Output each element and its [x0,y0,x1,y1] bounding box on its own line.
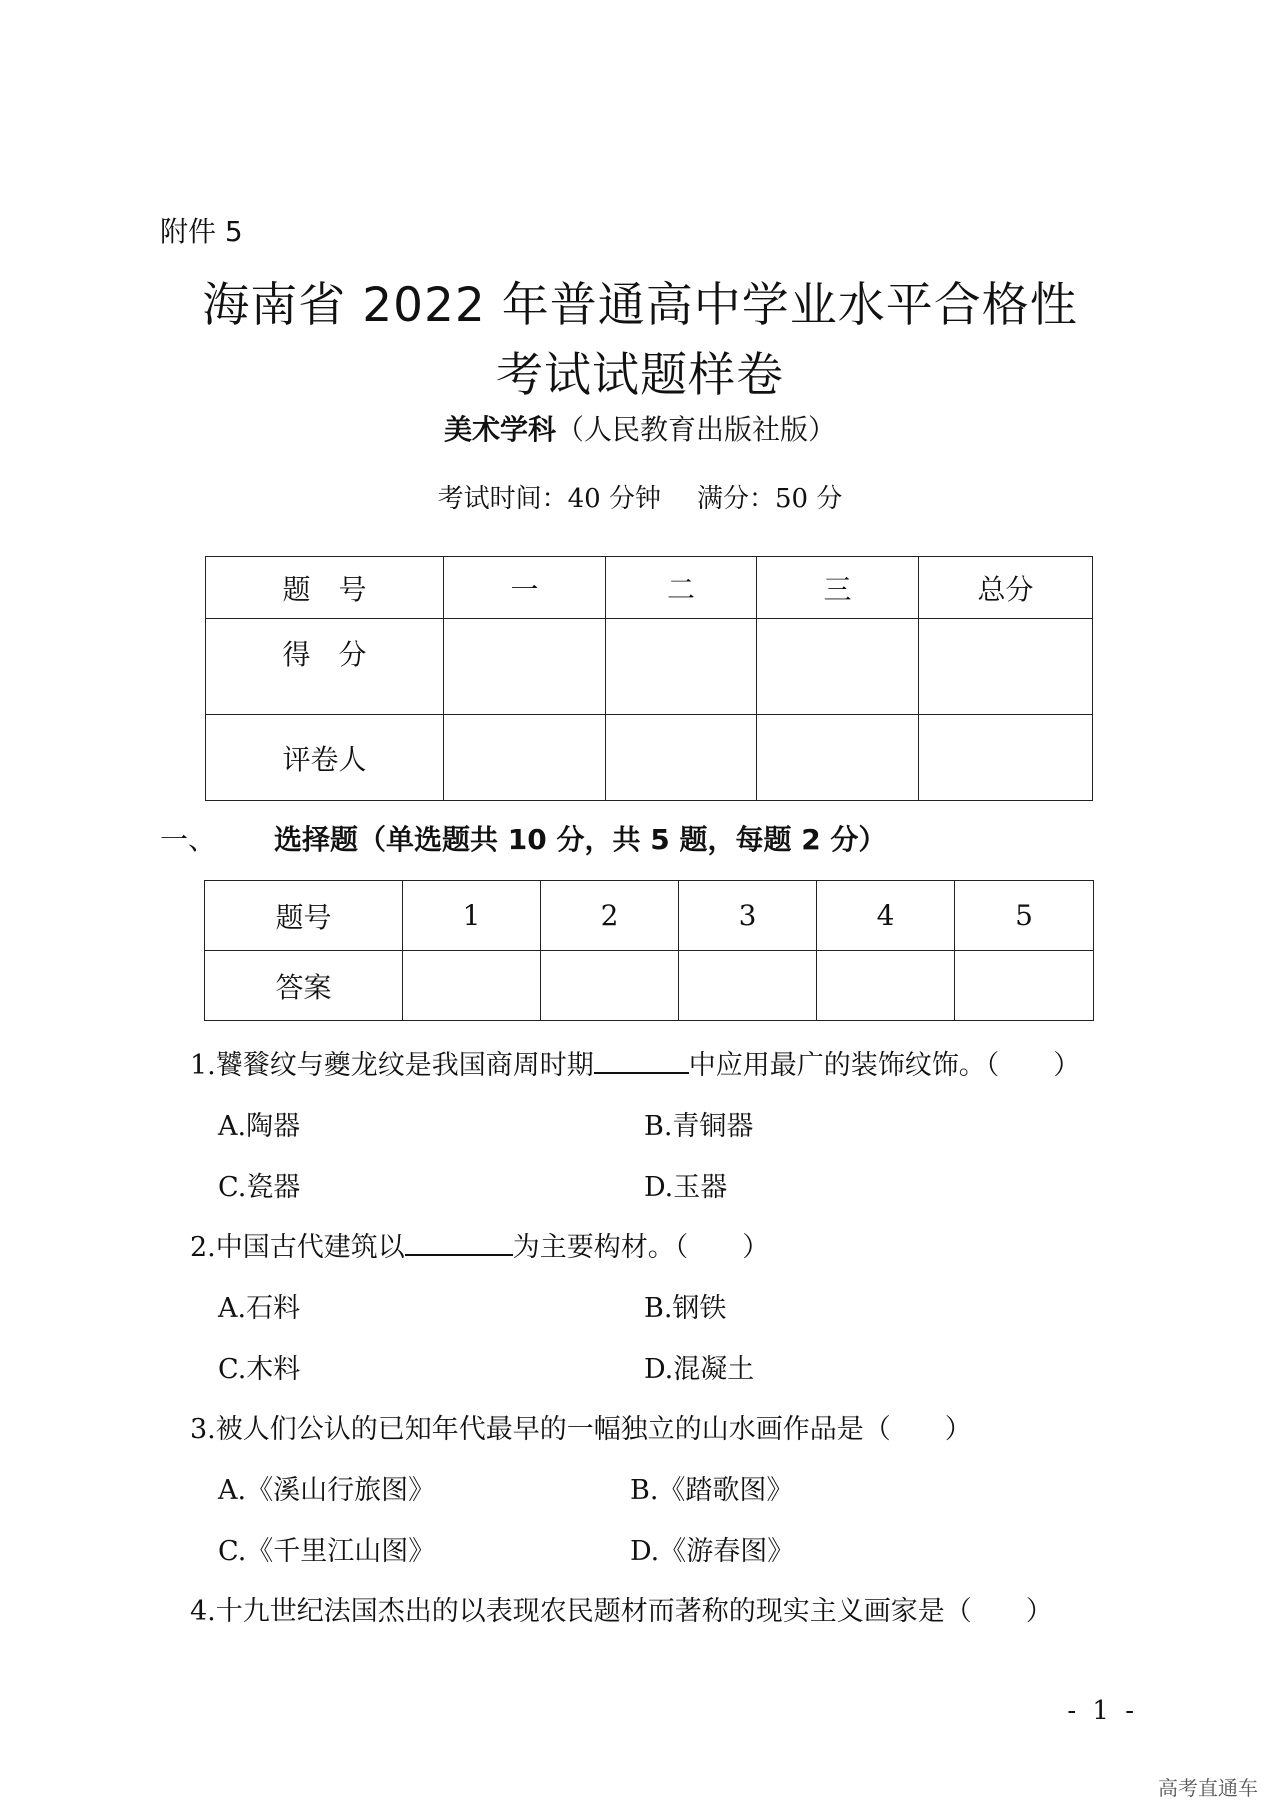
grader-row [206,715,1093,801]
question-1 [190,1043,1080,1082]
score-header-cell: 一 [444,557,606,619]
answer-cell[interactable] [817,951,955,1021]
question-2-option-c[interactable]: C.木料 [218,1354,301,1385]
score-cell[interactable] [606,619,757,715]
question-2-stem-end: 为主要构材。（ ） [512,1232,770,1263]
answer-header-cell: 3 [679,881,817,951]
answer-cell[interactable] [541,951,679,1021]
question-3: 3.被人们公认的已知年代最早的一幅独立的山水画作品是（ ） [190,1414,972,1445]
question-1-stem: 1.饕餮纹与夔龙纹是我国商周时期 [190,1050,594,1081]
answer-row-label: 答案 [205,951,403,1021]
answer-table [204,880,1094,1021]
subject-edition: （人民教育出版社版） [556,413,837,446]
grader-cell[interactable] [444,715,606,801]
question-1-option-d[interactable]: D.玉器 [644,1172,728,1203]
question-1-option-b[interactable]: B.青铜器 [644,1111,754,1142]
answer-cell[interactable] [403,951,541,1021]
question-3-option-a[interactable]: A.《溪山行旅图》 [218,1475,436,1506]
score-cell[interactable] [757,619,919,715]
question-1-option-a[interactable]: A.陶器 [218,1111,301,1142]
question-4: 4.十九世纪法国杰出的以表现农民题材而著称的现实主义画家是（ ） [190,1596,1053,1627]
score-row [206,619,1093,715]
question-2-option-b[interactable]: B.钢铁 [644,1293,727,1324]
answer-table-header-row [205,881,1094,951]
question-2-stem: 2.中国古代建筑以 [190,1232,405,1263]
full-score: 满分：50 分 [697,484,843,514]
section-1-title: 选择题（单选题共 10 分，共 5 题，每题 2 分） [274,823,887,856]
exam-time: 考试时间：40 分钟 [437,484,661,514]
score-header-cell: 二 [606,557,757,619]
score-header-cell: 三 [757,557,919,619]
question-1-option-c[interactable]: C.瓷器 [218,1172,301,1203]
watermark: 高考直通车 [1158,1776,1258,1800]
score-table-header-row [206,557,1093,619]
annex-label: 附件 5 [160,215,243,248]
section-1-heading [160,818,886,858]
question-1-blank[interactable] [594,1050,689,1074]
answer-cell[interactable] [679,951,817,1021]
answer-header-cell: 2 [541,881,679,951]
question-3-option-b[interactable]: B.《踏歌图》 [630,1475,794,1506]
question-2-option-d[interactable]: D.混凝土 [644,1354,755,1385]
score-cell[interactable] [444,619,606,715]
question-3-option-d[interactable]: D.《游春图》 [630,1536,795,1567]
grader-cell[interactable] [606,715,757,801]
question-2 [190,1225,769,1264]
page-number: - 1 - [1067,1696,1138,1726]
score-header-cell: 题 号 [206,557,444,619]
question-2-option-a[interactable]: A.石料 [218,1293,301,1324]
answer-header-cell: 5 [955,881,1094,951]
score-row-label: 得 分 [206,619,444,715]
answer-row [205,951,1094,1021]
score-header-cell: 总分 [919,557,1093,619]
question-2-blank[interactable] [405,1232,513,1256]
score-cell[interactable] [919,619,1093,715]
grader-cell[interactable] [757,715,919,801]
answer-header-cell: 1 [403,881,541,951]
subject-line [0,408,1280,448]
section-1-number: 一、 [160,823,217,856]
title-line-1: 海南省 2022 年普通高中学业水平合格性 [202,278,1078,333]
question-3-option-c[interactable]: C.《千里江山图》 [218,1536,436,1567]
answer-header-cell: 题号 [205,881,403,951]
subject-name: 美术学科 [443,413,556,446]
score-table [205,556,1093,801]
answer-header-cell: 4 [817,881,955,951]
grader-row-label: 评卷人 [206,715,444,801]
question-1-stem-end: 中应用最广的装饰纹饰。（ ） [688,1050,1081,1081]
answer-cell[interactable] [955,951,1094,1021]
exam-info [0,478,1280,515]
title-line-2: 考试试题样卷 [496,348,784,403]
grader-cell[interactable] [919,715,1093,801]
